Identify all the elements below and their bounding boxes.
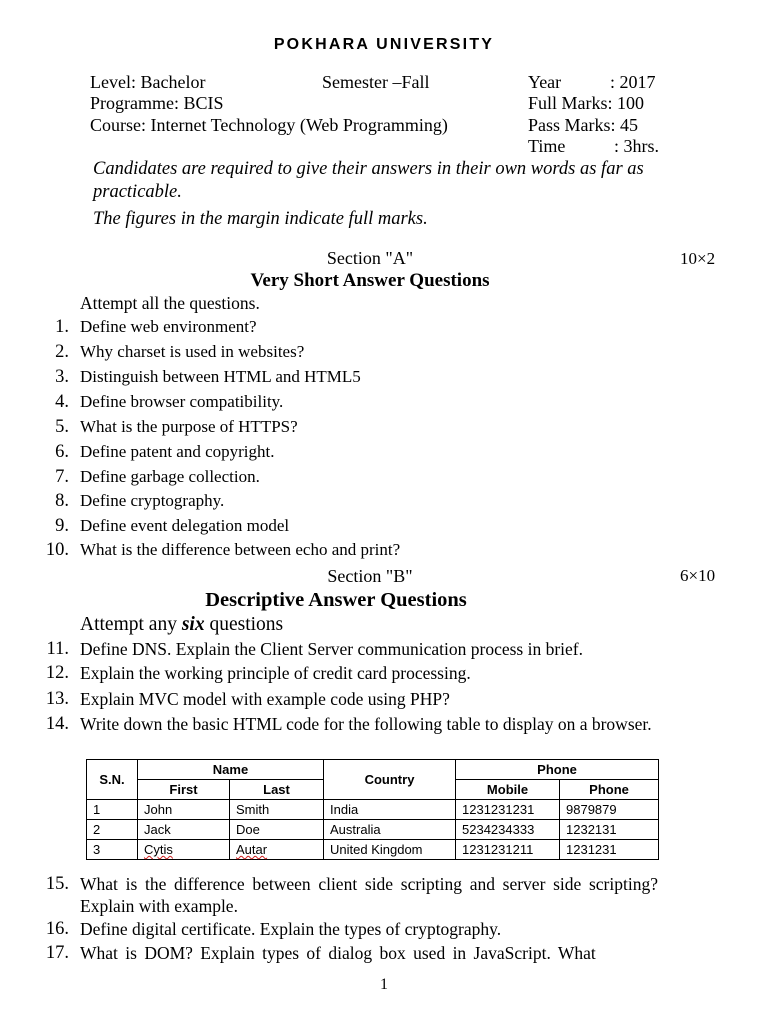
- question-number: 8.: [55, 491, 69, 511]
- question-text: Explain the working principle of credit card processing.: [80, 663, 471, 683]
- section-b-marks: 6×10: [680, 566, 716, 585]
- question-number: 9.: [55, 516, 69, 536]
- col-mobile-header: Mobile: [456, 780, 560, 800]
- col-name-header: Name: [138, 760, 324, 780]
- student-table: [86, 759, 659, 860]
- section-a-instruction: Attempt all the questions.: [80, 293, 260, 313]
- question-number: 14.: [45, 714, 69, 734]
- instruction-prefix: Attempt any: [80, 614, 182, 635]
- col-last-header: Last: [230, 780, 324, 800]
- question-number: 3.: [55, 367, 69, 387]
- question-text: Define browser compatibility.: [80, 392, 284, 411]
- cell-phone: 1231231: [560, 840, 659, 860]
- section-b-title: Section "B": [327, 566, 413, 586]
- question-number: 12.: [45, 663, 69, 683]
- question-number: 1.: [55, 317, 69, 337]
- question-text: What is the difference between echo and print?: [80, 540, 401, 559]
- instruction-margin: The figures in the margin indicate full marks.: [93, 209, 428, 229]
- question-text: Write down the basic HTML code for the following table to display on a browser.: [80, 714, 652, 734]
- question-number: 4.: [55, 392, 69, 412]
- pass-marks-label: Pass Marks: 45: [528, 115, 639, 135]
- page-number: 1: [380, 976, 388, 993]
- cell-first-text: Cytis: [144, 842, 173, 857]
- question-number: 11.: [46, 639, 69, 659]
- question-number: 10.: [45, 540, 69, 560]
- cell-last: Smith: [230, 800, 324, 820]
- cell-country: Australia: [324, 820, 456, 840]
- col-phone-group-header: Phone: [456, 760, 659, 780]
- question-number: 6.: [55, 442, 69, 462]
- cell-phone: 9879879: [560, 800, 659, 820]
- question-text: Define patent and copyright.: [80, 442, 275, 461]
- question-number: 5.: [55, 417, 69, 437]
- question-text: What is the difference between client side scripting and server side scripting? Explain with example.: [80, 874, 658, 916]
- table-row: [87, 800, 659, 820]
- cell-mobile: 5234234333: [456, 820, 560, 840]
- cell-country: India: [324, 800, 456, 820]
- time-label: Time: [528, 136, 566, 156]
- instruction-answers: Candidates are required to give their answers in their own words as far as practicable.: [93, 159, 644, 202]
- question-text: Distinguish between HTML and HTML5: [80, 367, 361, 386]
- course-label: Course: Internet Technology (Web Programming): [90, 115, 448, 135]
- cell-first: Jack: [138, 820, 230, 840]
- question-text: Explain MVC model with example code using PHP?: [80, 689, 450, 709]
- question-text: What is DOM? Explain types of dialog box used in JavaScript. What: [80, 943, 596, 963]
- cell-sn: 3: [87, 840, 138, 860]
- table-row: [87, 820, 659, 840]
- question-text: What is the purpose of HTTPS?: [80, 417, 298, 436]
- cell-sn: 2: [87, 820, 138, 840]
- instruction-suffix: questions: [204, 614, 284, 635]
- cell-mobile: 1231231231: [456, 800, 560, 820]
- question-text: Define garbage collection.: [80, 467, 260, 486]
- question-text: Define web environment?: [80, 317, 257, 336]
- question-number: 15.: [45, 874, 69, 894]
- section-b-instruction: [80, 614, 283, 636]
- question-number: 2.: [55, 342, 69, 362]
- question-number: 7.: [55, 467, 69, 487]
- col-first-header: First: [138, 780, 230, 800]
- instruction-count: six: [181, 614, 205, 635]
- section-a-marks: 10×2: [680, 249, 716, 268]
- col-sn-header: S.N.: [87, 760, 138, 800]
- question-text: Define digital certificate. Explain the types of cryptography.: [80, 919, 502, 939]
- question-number: 17.: [45, 943, 69, 963]
- cell-first: John: [138, 800, 230, 820]
- section-a-title: Section "A": [326, 248, 414, 268]
- cell-mobile: 1231231211: [456, 840, 560, 860]
- cell-country: United Kingdom: [324, 840, 456, 860]
- year-label: Year: [528, 72, 562, 92]
- semester-label: Semester –Fall: [322, 72, 430, 92]
- question-number: 16.: [45, 919, 69, 939]
- time-value: : 3hrs.: [614, 136, 659, 156]
- section-a-heading: Very Short Answer Questions: [250, 270, 490, 291]
- question-text: Define DNS. Explain the Client Server communication process in brief.: [80, 639, 583, 659]
- question-text: Define event delegation model: [80, 516, 290, 535]
- cell-last-text: Autar: [236, 842, 268, 857]
- cell-first: [138, 840, 230, 860]
- full-marks-label: Full Marks: 100: [528, 93, 645, 113]
- section-b-heading: Descriptive Answer Questions: [205, 589, 467, 611]
- university-title: POKHARA UNIVERSITY: [273, 36, 495, 53]
- cell-phone: 1232131: [560, 820, 659, 840]
- level-label: Level: Bachelor: [90, 72, 206, 92]
- cell-last: Doe: [230, 820, 324, 840]
- question-text: Why charset is used in websites?: [80, 342, 305, 361]
- cell-sn: 1: [87, 800, 138, 820]
- programme-label: Programme: BCIS: [90, 93, 224, 113]
- col-phone-header: Phone: [560, 780, 659, 800]
- question-number: 13.: [45, 689, 69, 709]
- cell-last: [230, 840, 324, 860]
- col-country-header: Country: [324, 760, 456, 800]
- year-value: : 2017: [610, 72, 656, 92]
- table-row: [87, 840, 659, 860]
- question-text: Define cryptography.: [80, 491, 225, 510]
